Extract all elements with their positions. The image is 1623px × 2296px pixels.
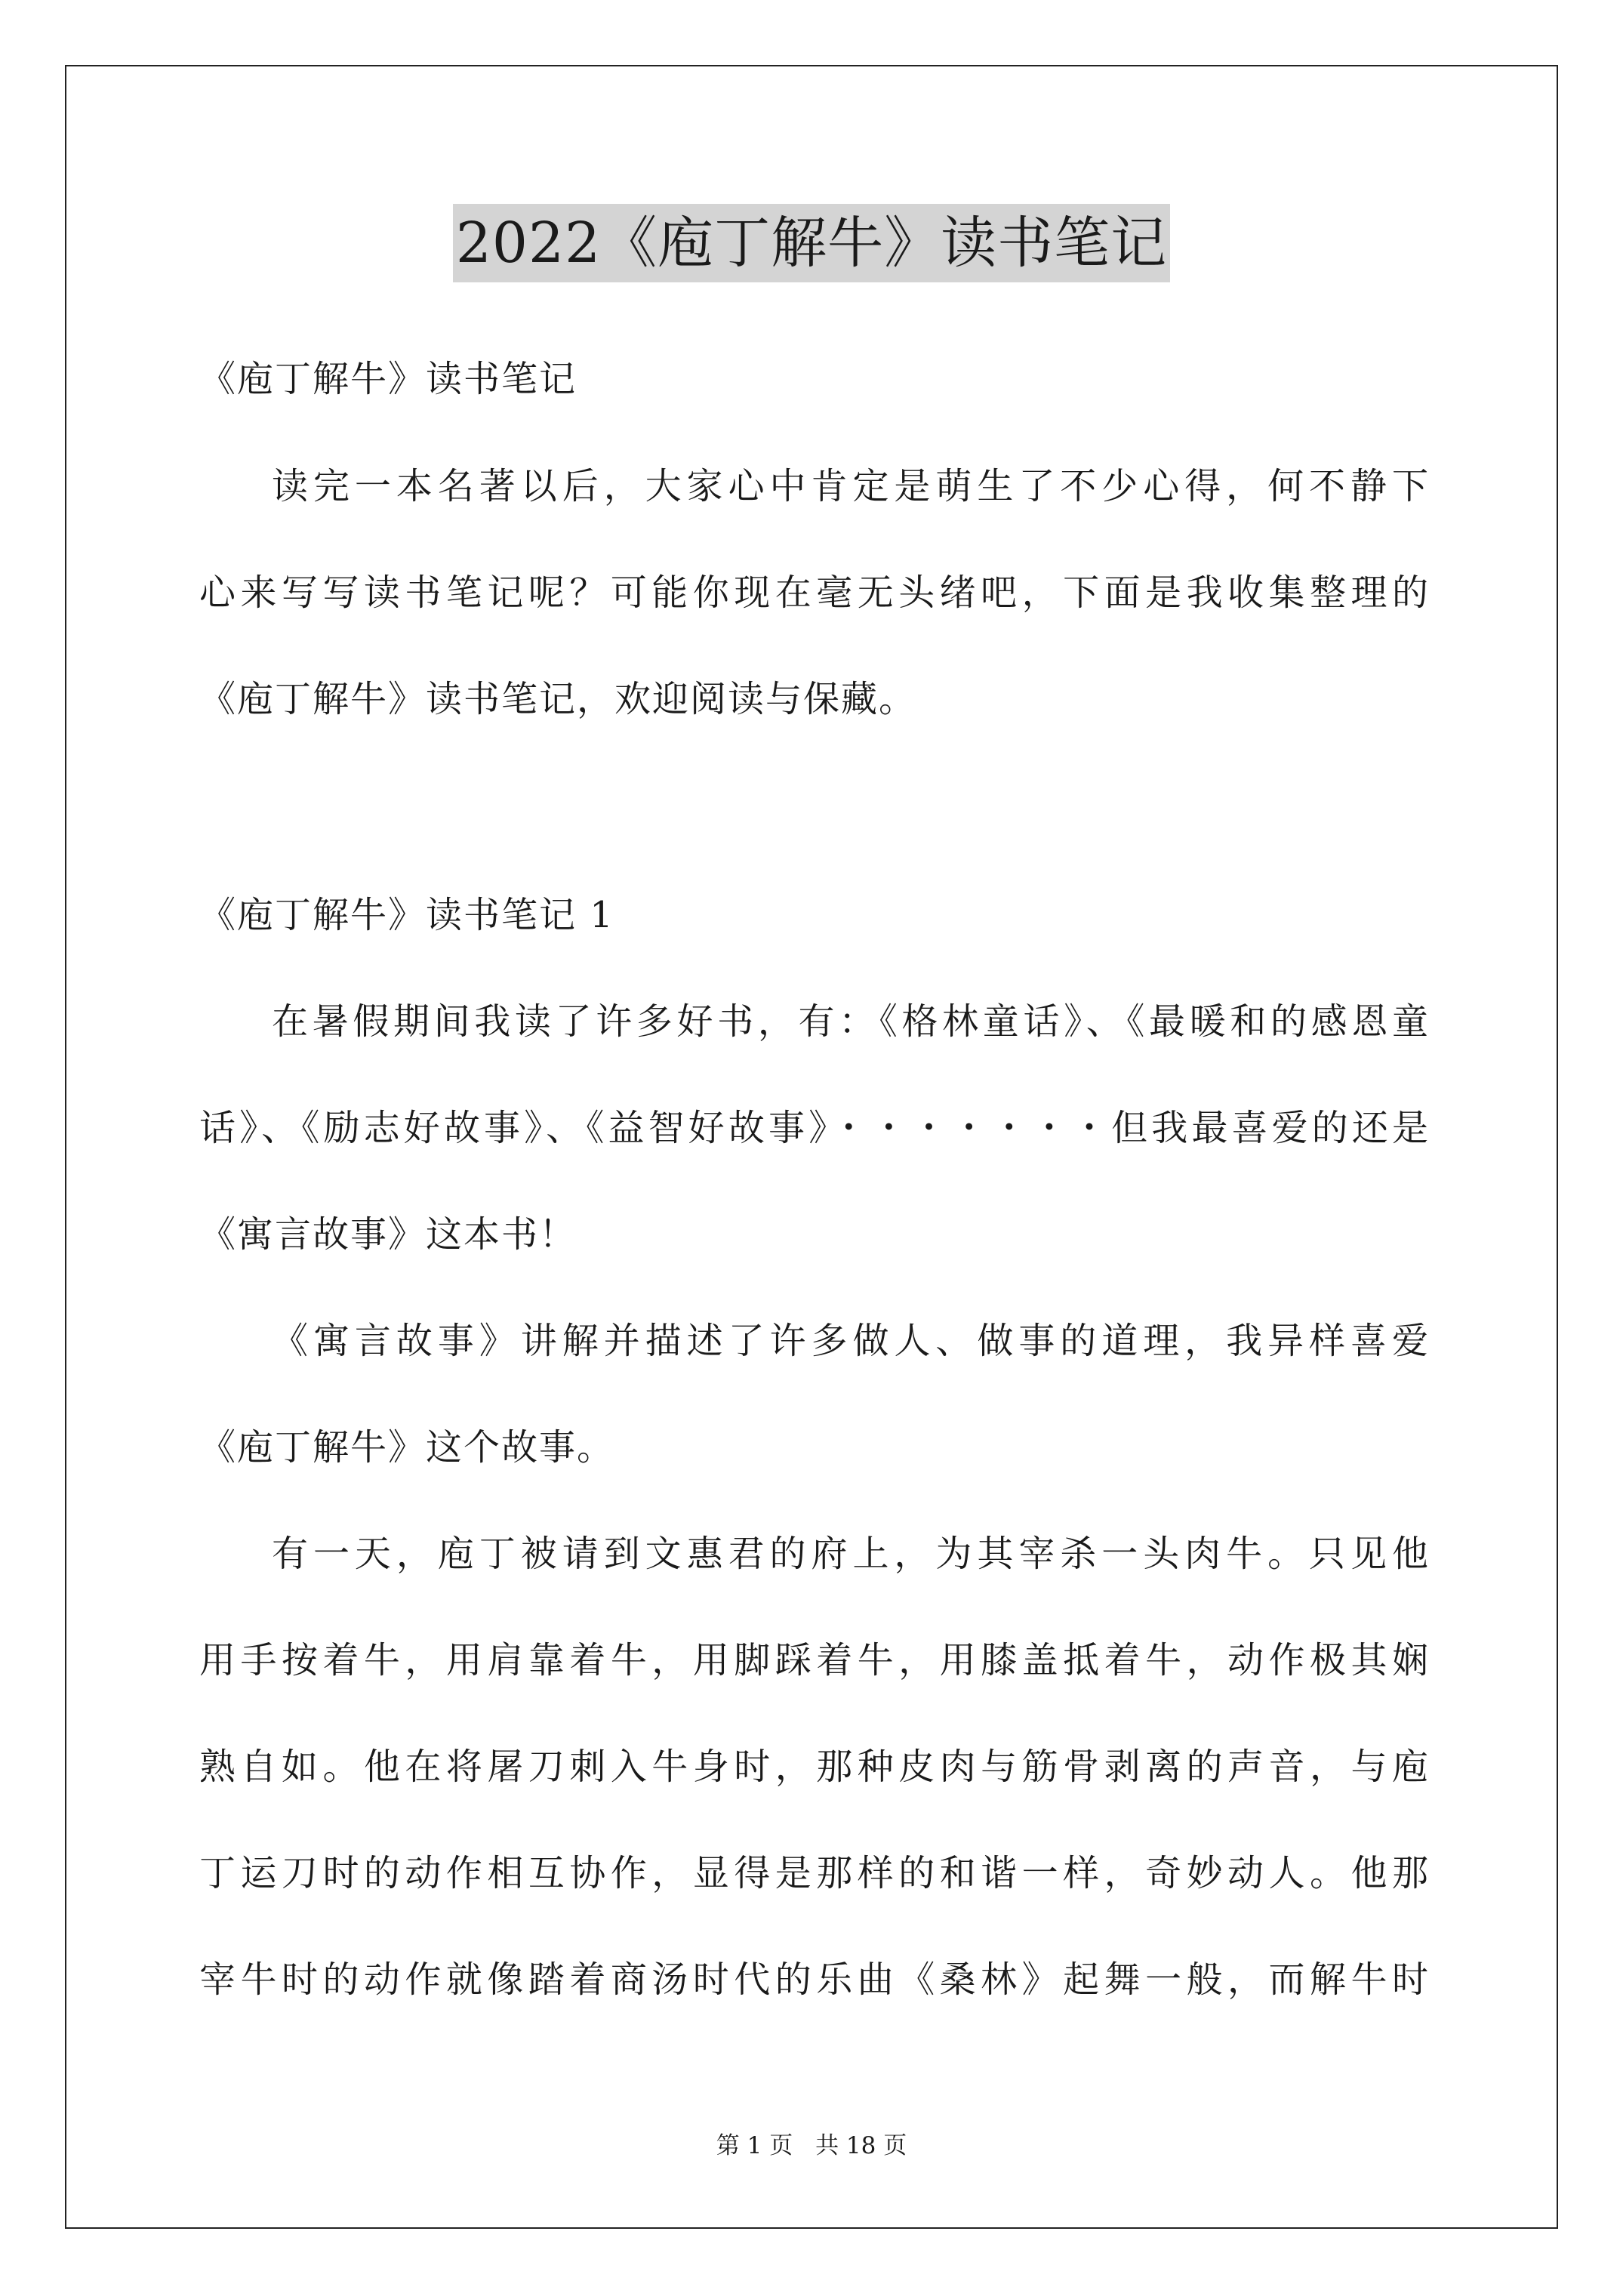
paragraph-line: 《庖丁解牛》这个故事。: [199, 1426, 615, 1469]
paragraph-line: 在暑假期间我读了许多好书，有：《格林童话》、《最暖和的感恩童: [272, 1000, 1430, 1043]
page-number: 第 1 页: [716, 2132, 793, 2159]
paragraph-line: 读完一本名著以后，大家心中肯定是萌生了不少心得，何不静下: [272, 465, 1430, 507]
paragraph-line: 《寓言故事》这本书！: [199, 1213, 577, 1256]
paragraph-line: 用手按着牛，用肩靠着牛，用脚踩着牛，用膝盖抵着牛，动作极其娴: [199, 1639, 1430, 1681]
document-title: 2022《庖丁解牛》读书笔记: [453, 204, 1170, 282]
paragraph-line: 《寓言故事》讲解并描述了许多做人、做事的道理，我异样喜爱: [272, 1320, 1430, 1362]
paragraph-line: 心来写写读书笔记呢？可能你现在毫无头绪吧，下面是我收集整理的: [199, 572, 1430, 614]
title-container: [0, 204, 1623, 282]
paragraph-line: 丁运刀时的动作相互协作，显得是那样的和谐一样，奇妙动人。他那: [199, 1852, 1430, 1894]
section-heading: 《庖丁解牛》读书笔记 1: [199, 894, 614, 936]
paragraph-line: 话》、《励志好故事》、《益智好故事》・・・・・・・但我最喜爱的还是: [199, 1107, 1430, 1149]
paragraph-line: 熟自如。他在将屠刀刺入牛身时，那种皮肉与筋骨剥离的声音，与庖: [199, 1746, 1430, 1788]
page-total: 共 18 页: [815, 2132, 907, 2159]
paragraph-line: 《庖丁解牛》读书笔记，欢迎阅读与保藏。: [199, 678, 917, 720]
subtitle: 《庖丁解牛》读书笔记: [199, 358, 577, 400]
page-footer: [0, 2131, 1623, 2161]
paragraph-line: 宰牛时的动作就像踏着商汤时代的乐曲《桑林》起舞一般，而解牛时: [199, 1959, 1430, 2001]
paragraph-line: 有一天，庖丁被请到文惠君的府上，为其宰杀一头肉牛。只见他: [272, 1533, 1430, 1575]
